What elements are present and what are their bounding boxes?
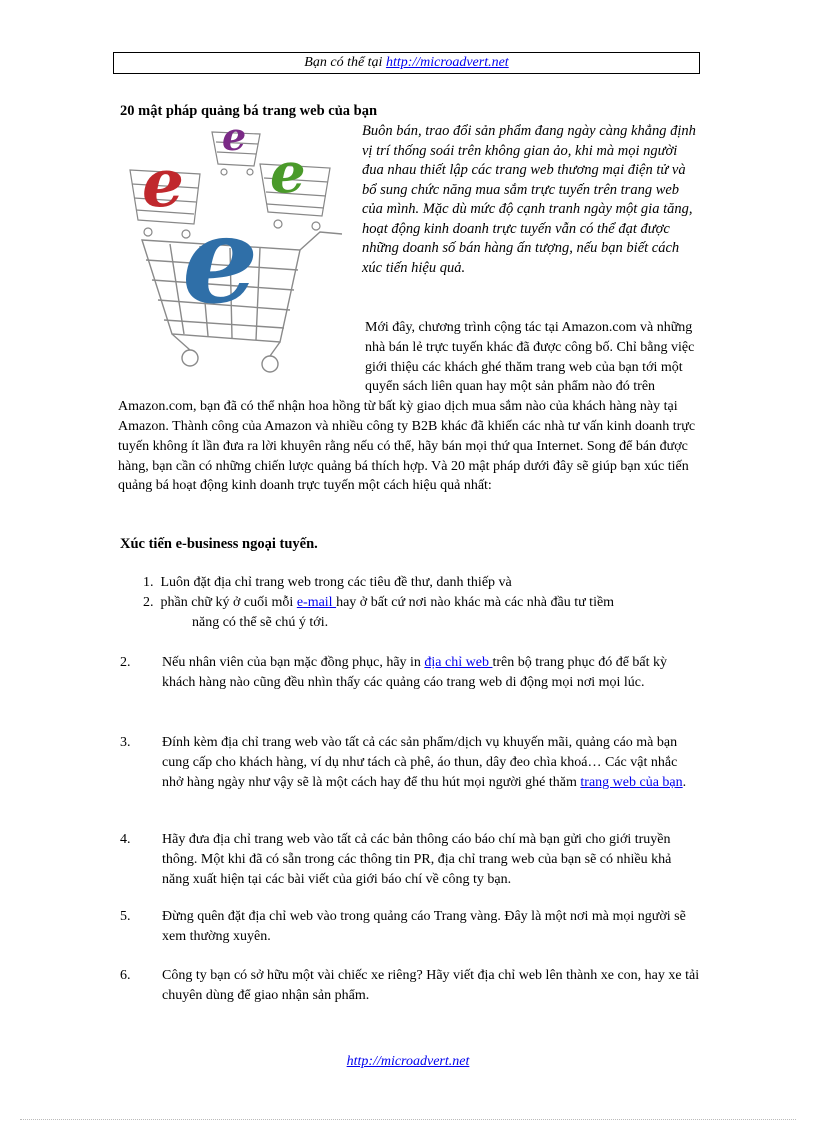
footer (0, 1054, 816, 1070)
list-item: 1. Luôn đặt địa chỉ trang web trong các tiêu đề thư, danh thiếp và (143, 575, 512, 590)
header-link[interactable]: http://microadvert.net (385, 55, 509, 70)
list-item-continuation: năng có thể sẽ chú ý tới. (192, 615, 329, 630)
letter-e-green: e (270, 140, 306, 206)
article-title: 20 mật pháp quảng bá trang web của bạn (120, 103, 378, 119)
list-item: 5. Đừng quên đặt địa chỉ web vào trong quảng cáo Trang vàng. Đây là một nơi mà mọi người sẽ xem thường xuyên. (120, 909, 686, 944)
list-item: 6. Công ty bạn có sở hữu một vài chiếc xe riêng? Hãy viết địa chỉ web lên thành xe con, hay xe tải chuyên dùng để giao nhận sản phẩm. (120, 968, 700, 1003)
list-item: 2. Nếu nhân viên của bạn mặc đồng phục, hãy in địa chỉ web trên bộ trang phục đó để bất kỳ khách hàng nào cũng đều nhìn thấy các quảng cáo trang web di động mọi nơi mọi lúc. (120, 655, 668, 690)
website-link[interactable]: trang web của bạn (580, 775, 683, 790)
section-heading: Xúc tiến e-business ngoại tuyến. (120, 536, 318, 552)
list-number: 6. (120, 968, 131, 983)
list-item: 2. phần chữ ký ở cuối mỗi e-mail hay ở bất cứ nơi nào khác mà các nhà đầu tư tiềm (143, 595, 615, 610)
header-banner (113, 52, 700, 74)
web-address-link[interactable]: địa chỉ web (424, 655, 493, 670)
list-number: 2. (120, 655, 131, 670)
list-number: 4. (120, 832, 131, 847)
list-item: 4. Hãy đưa địa chỉ trang web vào tất cả các bản thông cáo báo chí mà bạn gửi cho giới truyền thông. Một khi đã có sẵn trong các thông tin PR, địa chỉ trang web của bạn sẽ có nhiều khả năng xuất hiện tại các bài viết của giới báo chí về công ty bạn. (120, 832, 672, 887)
list-item: 3. Đính kèm địa chỉ trang web vào tất cả các sản phẩm/dịch vụ khuyến mãi, quảng cáo mà bạn cung cấp cho khách hàng, ví dụ như tách cà phê, áo thun, dây đeo chìa khoá… Các vật nhắc nhở hàng ngày như vậy sẽ là một cách hay để thu hút mọi người ghé thăm trang web của bạn. (120, 735, 687, 790)
list-number: 1. (143, 575, 154, 590)
list-number: 2. (143, 595, 154, 610)
footer-link[interactable]: http://microadvert.net (346, 1054, 470, 1069)
header-text: Bạn có thể tại (304, 55, 386, 70)
list-number: 5. (120, 909, 131, 924)
main-paragraph: Mới đây, chương trình cộng tác tại Amazon.com và những nhà bán lẻ trực tuyến khác đã được công bố. Chỉ bằng việc giới thiệu các khách ghé thăm trang web của bạn tới một quyển sách liên quan hay một sản phẩm nào đó trên Amazon.com, bạn đã có thể nhận hoa hồng từ bất kỳ giao dịch mua sắm nào của khách hàng này tại Amazon. Thành công của Amazon và nhiều công ty B2B khác đã khiến các nhà tư vấn kinh doanh trực tuyến không ít lần đưa ra lời khuyên rằng nếu có thể, hãy bán mọi thứ qua Internet. Song để bán được hàng, bạn cần có những chiến lược quảng bá thích hợp. Và 20 mật pháp dưới đây sẽ giúp bạn xúc tiến quảng bá hoạt động kinh doanh trực tuyến một cách hiệu quả nhất: (118, 320, 696, 494)
letter-e-blue: e (182, 190, 259, 331)
page-bottom-divider (20, 1119, 796, 1120)
letter-e-purple: e (222, 120, 247, 159)
list-number: 3. (120, 735, 131, 750)
intro-paragraph: Buôn bán, trao đổi sản phẩm đang ngày càng khẳng định vị trí thống soái trên không gian ảo, khi mà mọi người đua nhau thiết lập các trang web thương mại điện tử và bổ sung chức năng mua sắm trực tuyến trên trang web của mình. Mặc dù mức độ cạnh tranh ngày một gia tăng, hoạt động kinh doanh trực tuyến vẫn có thể đạt được những doanh số bán hàng ấn tượng, nếu bạn biết cách xúc tiến hiệu quả. (362, 123, 696, 276)
email-link[interactable]: e-mail (296, 595, 337, 610)
letter-e-red: e (142, 144, 184, 222)
